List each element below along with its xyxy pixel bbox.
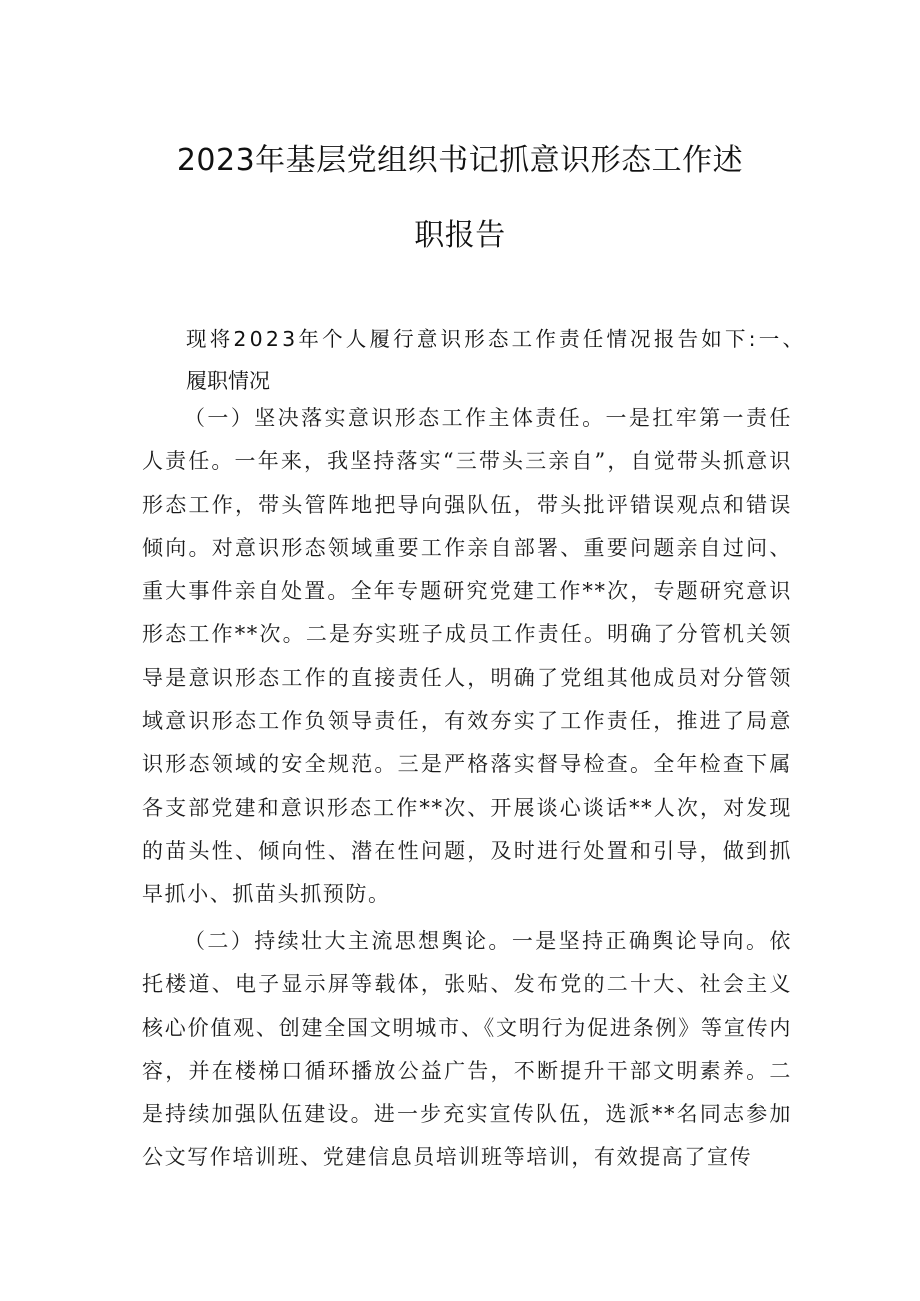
section-heading: 履职情况 bbox=[186, 369, 270, 393]
paragraph-public-opinion: （二）持续壮大主流思想舆论。一是坚持正确舆论导向。依托楼道、电子显示屏等载体，张贴、发布党的二十大、社会主义核心价值观、创建全国文明城市、《文明行为促进条例》等宣传内容，并在楼梯口循环播放公益广告，不断提升干部文明素养。二是持续加强队伍建设。进一步充实宣传队伍，选派**名同志参加公文写作培训班、党建信息员培训班等培训，有效提高了宣传 bbox=[142, 929, 792, 1170]
intro-sentence: 现将2023年个人履行意识形态工作责任情况报告如下:一、 bbox=[186, 327, 807, 351]
document-title-line-1: 2023年基层党组织书记抓意识形态工作述 bbox=[176, 143, 744, 178]
paragraph-responsibility: （一）坚决落实意识形态工作主体责任。一是扛牢第一责任人责任。一年来，我坚持落实“三带头三亲自”，自觉带头抓意识形态工作，带头管阵地把导向强队伍，带头批评错误观点和错误倾向。对意识形态领域重要工作亲自部署、重要问题亲自过问、重大事件亲自处置。全年专题研究党建工作**次，专题研究意识形态工作**次。二是夯实班子成员工作责任。明确了分管机关领导是意识形态工作的直接责任人，明确了党组其他成员对分管领域意识形态工作负领导责任，有效夯实了工作责任，推进了局意识形态领域的安全规范。三是严格落实督导检查。全年检查下属各支部党建和意识形态工作**次、开展谈心谈话**人次，对发现的苗头性、倾向性、潜在性问题，及时进行处置和引导，做到抓早抓小、抓苗头抓预防。 bbox=[142, 406, 792, 907]
document-title-line-2: 职报告 bbox=[414, 218, 506, 253]
